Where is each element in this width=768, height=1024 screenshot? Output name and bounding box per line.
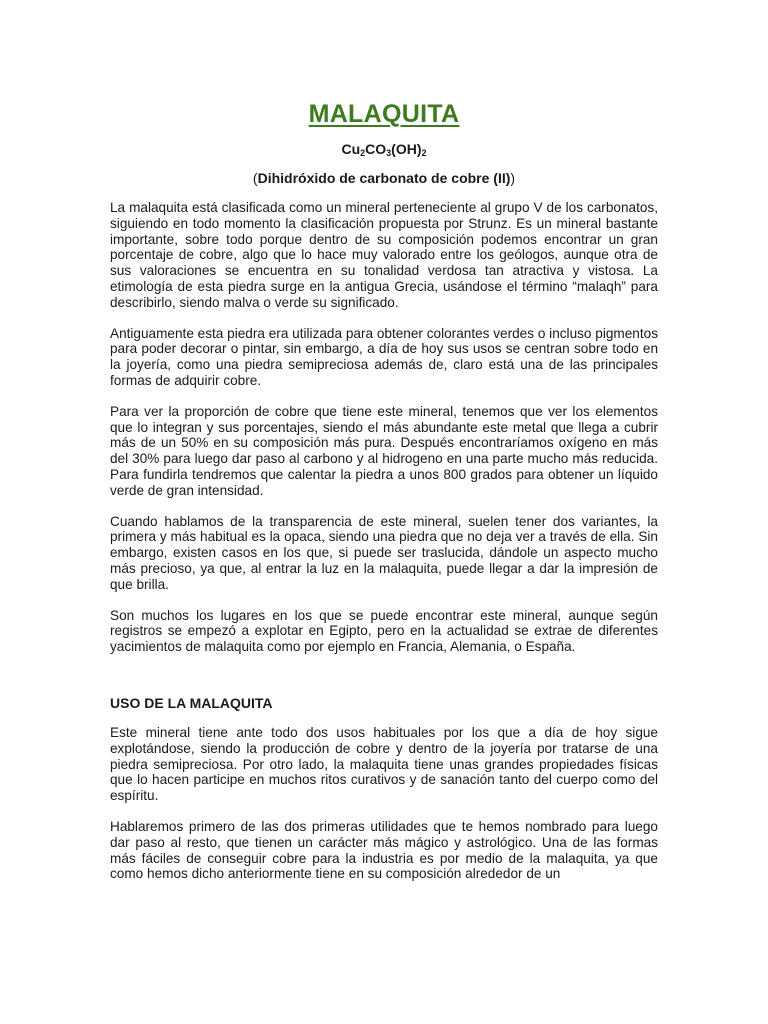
chemical-name: [110, 170, 658, 186]
paragraph: Hablaremos primero de las dos primeras utilidades que te hemos nombrado para luego dar paso al resto, que tienen un carácter más mágico y astrológico. Una de las formas más fáciles de conseguir cobre para la industria es por medio de la malaquita, ya que como hemos dicho anteriormente tiene en su composición alrededor de un: [110, 818, 658, 882]
paragraph: Para ver la proporción de cobre que tiene este mineral, tenemos que ver los elementos que lo integran y sus porcentajes, siendo el más abundante este metal que llega a cubrir más de un 50% en su composición más pura. Después encontraríamos oxígeno en más del 30% para luego dar paso al carbono y al hidrogeno en una parte mucho más reducida. Para fundirla tendremos que calentar la piedra a unos 800 grados para obtener un líquido verde de gran intensidad.: [110, 403, 658, 498]
formula-subscript: 2: [421, 148, 427, 158]
chemical-name-text: Dihidróxido de carbonato de cobre (: [257, 170, 498, 186]
paragraph: Antiguamente esta piedra era utilizada para obtener colorantes verdes o incluso pigmentos para poder decorar o pintar, sin embargo, a día de hoy sus usos se centran sobre todo en la joyería, como una piedra semipreciosa además de, claro está una de las principales formas de adquirir cobre.: [110, 325, 658, 388]
paragraph: Este mineral tiene ante todo dos usos habituales por los que a día de hoy sigue explotándose, siendo la producción de cobre y dentro de la joyería por tratarse de una piedra semipreciosa. Por otro lado, la malaquita tiene unas grandes propiedades físicas que lo hacen participe en muchos ritos curativos y de sanación tanto del cuerpo como del espíritu.: [110, 724, 658, 804]
chemical-formula: [110, 141, 658, 158]
formula-subscript: 2: [360, 148, 366, 158]
paragraph: Cuando hablamos de la transparencia de este mineral, suelen tener dos variantes, la primera y más habitual es la opaca, siendo una piedra que no deja ver a través de ella. Sin embargo, existen casos en los que, si puede ser traslucida, dándole un aspecto mucho más precioso, ya que, al entrar la luz en la malaquita, puede llegar a dar la impresión de que brilla.: [110, 513, 658, 592]
formula-part: (OH): [391, 141, 422, 157]
section-heading: USO DE LA MALAQUITA: [110, 694, 273, 711]
paragraph: La malaquita está clasificada como un mineral perteneciente al grupo V de los carbonatos, siguiendo en todo momento la clasificación propuesta por Strunz. Es un mineral bastante importante, sobre todo porque dentro de su composición podemos encontrar un gran porcentaje de cobre, algo que lo hace muy valorado entre los geólogos, aunque otra de sus valoraciones se encuentra en su tonalidad verdosa tan atractiva y vistosa. La etimología de esta piedra surge en la antigua Grecia, usándose el término “malaqh” para describirlo, siendo malva o verde su significado.: [110, 200, 658, 310]
chemical-name-oxidation: II: [497, 170, 506, 186]
formula-subscript: 3: [386, 148, 392, 158]
chemical-name-close-inner: ): [505, 170, 511, 186]
chemical-name-open: (: [252, 170, 258, 186]
paragraph: Son muchos los lugares en los que se puede encontrar este mineral, aunque según registros se empezó a explotar en Egipto, pero en la actualidad se extrae de diferentes yacimientos de malaquita como por ejemplo en Francia, Alemania, o España.: [110, 607, 658, 655]
document-title: MALAQUITA: [308, 100, 460, 128]
chemical-name-close: ): [510, 170, 516, 186]
formula-part: Cu: [341, 141, 361, 157]
document-page: [110, 100, 658, 897]
formula-part: CO: [365, 141, 387, 157]
